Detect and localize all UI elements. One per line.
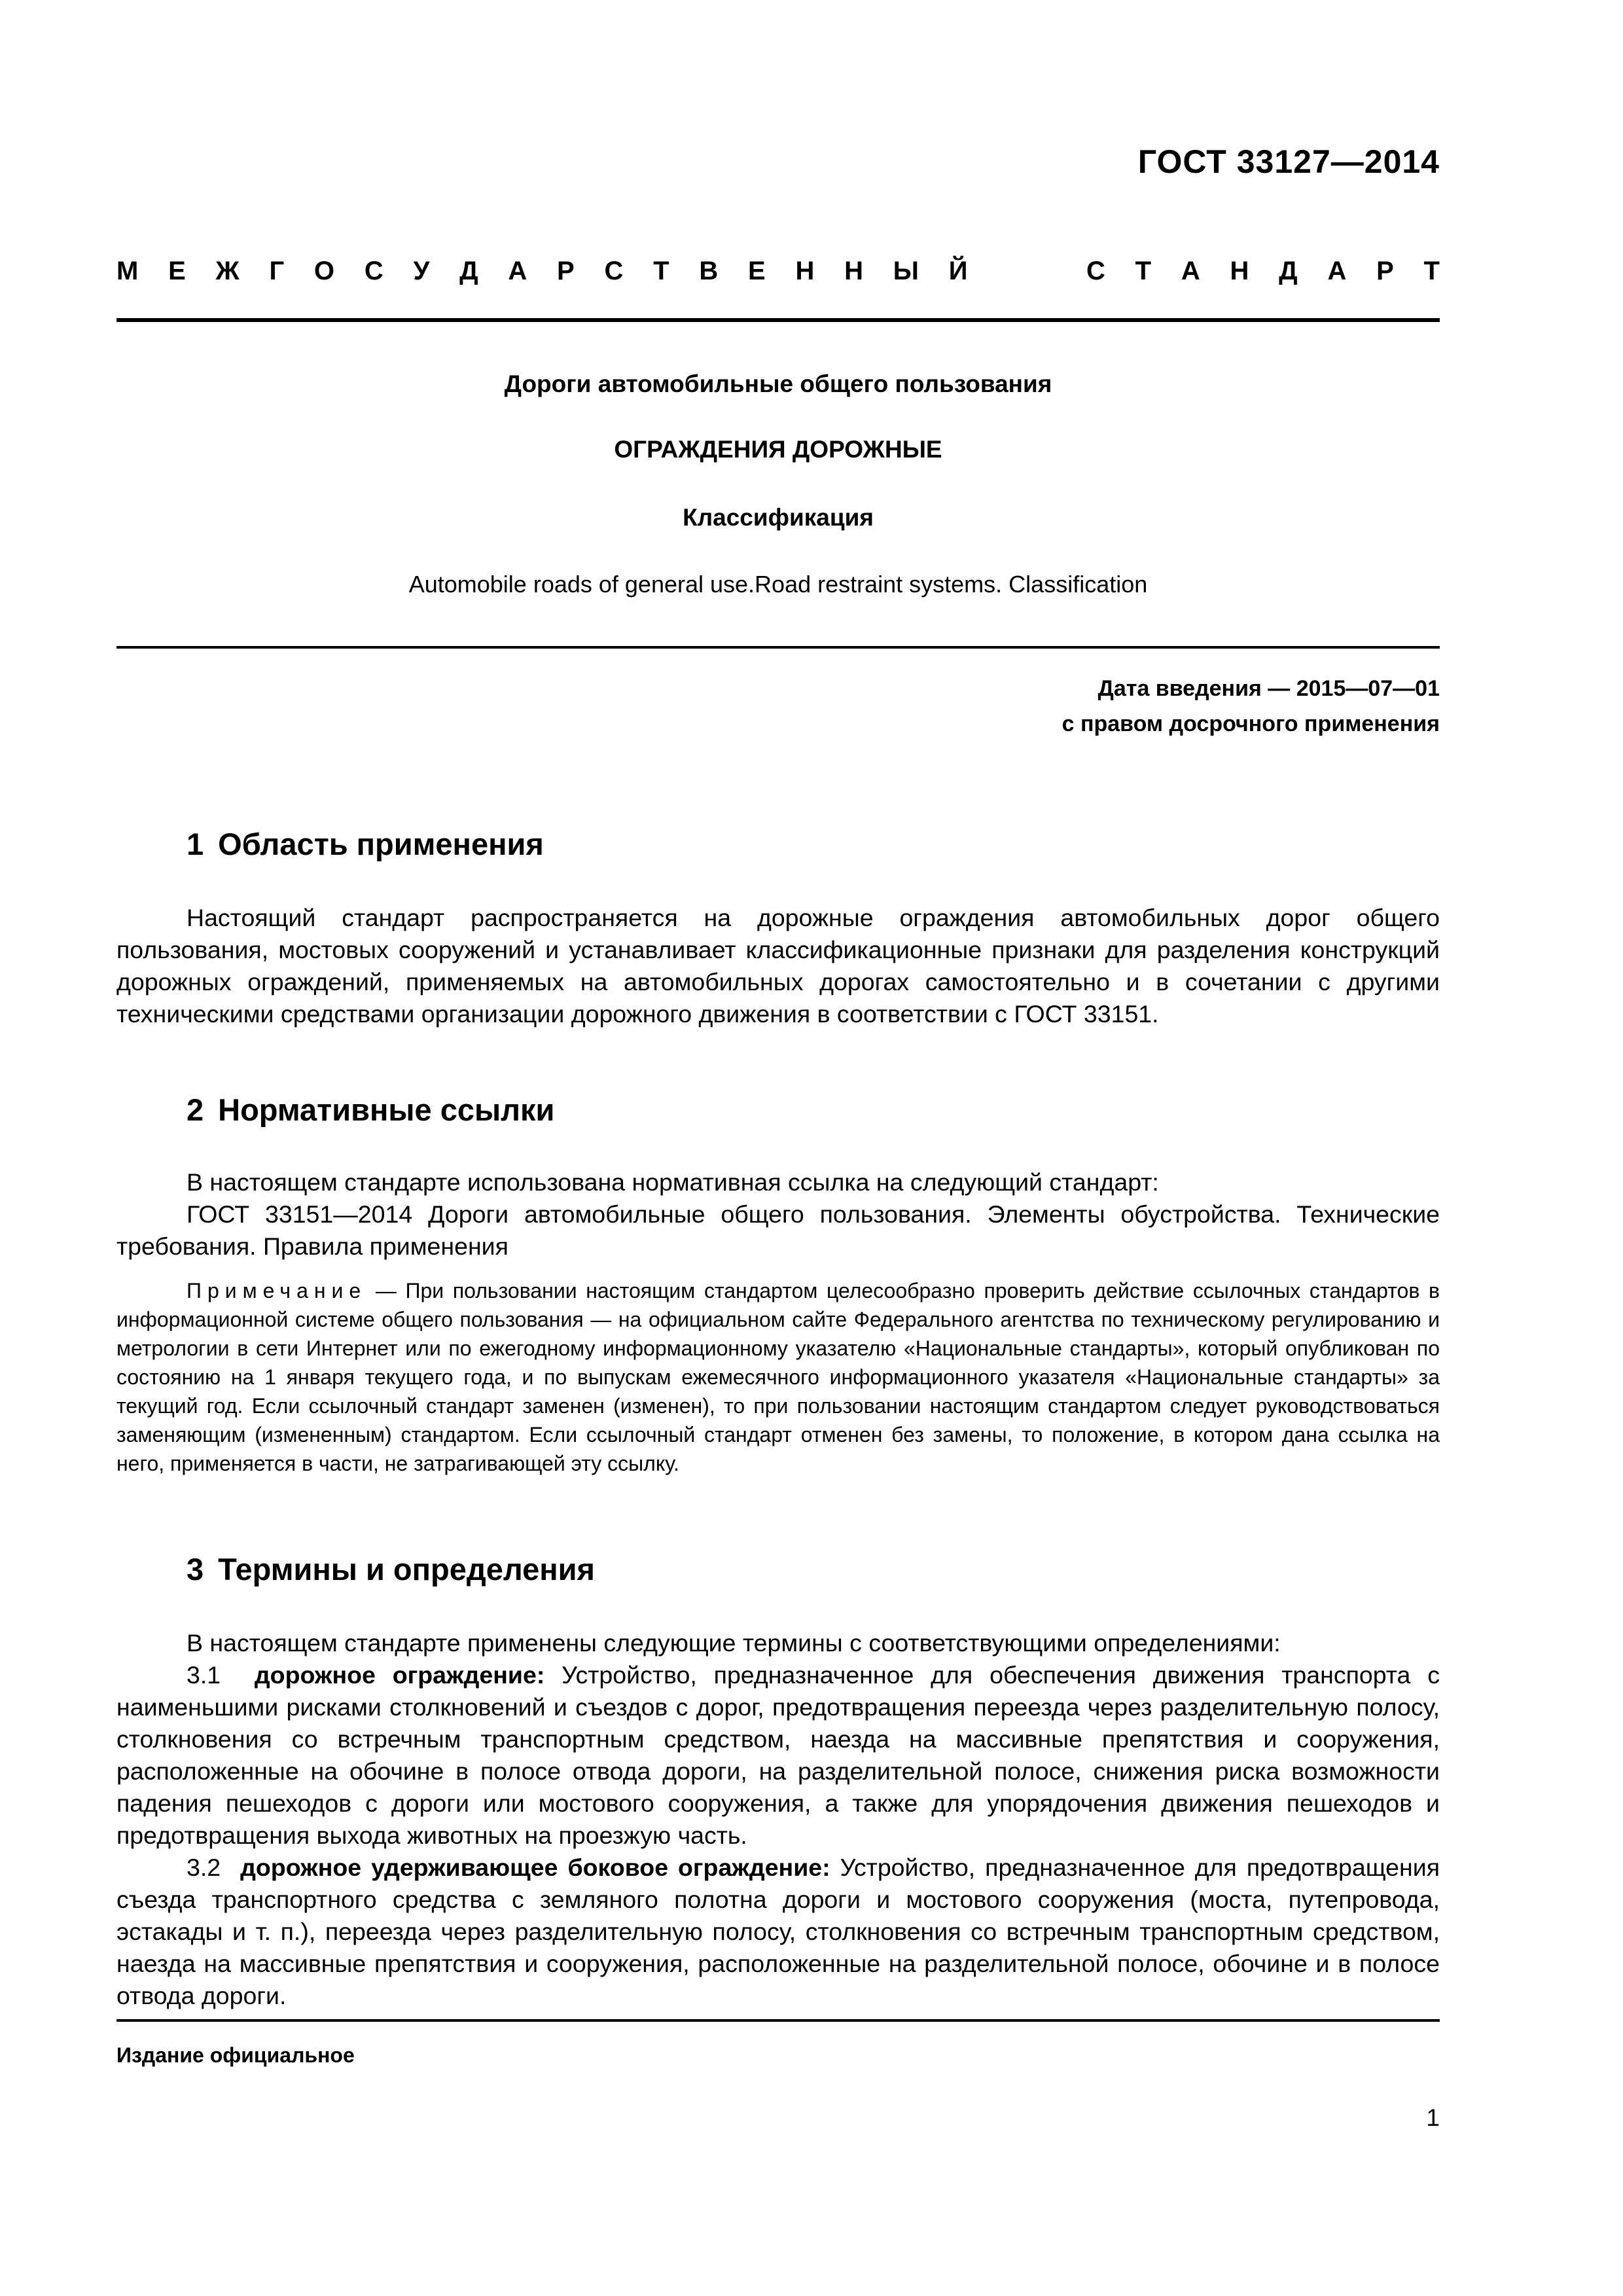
title-english: Automobile roads of general use.Road restraint systems. Classification [408,571,1148,598]
heading-letter: Й [948,257,968,285]
heading-letter: Г [269,257,285,285]
note-text: — При пользовании настоящим стандартом целесообразно проверить действие ссылочных стандартов в информационной системе общего пользования — на официальном сайте Федерального агентства по техническому регулированию и метрологии в сети Интернет или по ежегодному информационному указателю «Национальные стандарты», который опубликован по состоянию на 1 января текущего года, и по выпускам ежемесячного информационного указателя «Национальные стандарты» за текущий год. Если ссылочный стандарт заменен (изменен), то при пользовании настоящим стандартом следует руководствоваться заменяющим (измененным) стандартом. Если ссылочный стандарт отменен без замены, то положение, в котором дана ссылка на него, применяется в части, не затрагивающей эту ссылку. [116,1279,1440,1475]
heading-letter: Т [1423,257,1440,285]
note-label: Примечание [187,1279,367,1302]
early-application-line: с правом досрочного применения [1061,711,1440,736]
heading-letter: С [604,257,624,285]
heading-letter: Ы [893,257,919,285]
heading-letter: Д [459,257,478,285]
heading-letter: С [364,257,383,285]
paragraph-text: ГОСТ 33151—2014 Дороги автомобильные общего пользования. Элементы обустройства. Технические требования. Правила применения [116,1200,1440,1260]
term-definition: Устройство, предназначенное для предотвращения съезда транспортного средства с земляного полотна дороги и мостового сооружения (моста, путепровода, эстакады и т. п.), переезда через разделительную полосу, столкновения со встречным транспортным средством, наезда на массивные препятствия и сооружения, расположенные на разделительной полосе, обочине и в полосе отвода дороги. [116,1854,1440,2009]
heading-letter: Т [653,257,669,285]
heading-letter: Е [168,257,186,285]
heading-letter: Н [1230,257,1249,285]
heading-letter: С [1086,257,1105,285]
interstate-standard-heading [116,257,1440,286]
section-3-heading [187,1551,595,1587]
heading-letter: Н [795,257,815,285]
title-rule [116,646,1440,649]
term-3-1 [116,1659,1440,1852]
heading-letter: У [413,257,430,285]
term-number: 3.2 [187,1854,221,1881]
section-3-paragraph-1 [116,1627,1440,1659]
word-gap [997,257,1056,286]
section-1-paragraph [116,902,1440,1030]
heading-letter: Р [557,257,575,285]
section-number: 1 [187,827,204,861]
heading-letter: В [699,257,719,285]
paragraph-text: Настоящий стандарт распространяется на дорожные ограждения автомобильных дорог общего пользования, мостовых сооружений и устанавливает классификационные признаки для разделения конструкций дорожных ограждений, применяемых на автомобильных дорогах самостоятельно и в сочетании с другими техническими средствами организации дорожного движения в соответствии с ГОСТ 33151. [116,904,1440,1028]
term-number: 3.1 [187,1661,221,1689]
heading-letter: А [1327,257,1347,285]
title-line-3: Классификация [683,504,874,531]
paragraph-text: В настоящем стандарте использована нормативная ссылка на следующий стандарт: [187,1168,1159,1196]
title-line-1: Дороги автомобильные общего пользования [504,370,1052,397]
heading-letter: Д [1279,257,1298,285]
heading-letter: А [508,257,527,285]
heading-letter: М [116,257,139,285]
introduction-date-line: Дата введения — 2015—07—01 [1097,676,1440,701]
heading-letter: Ж [215,257,240,285]
section-2-heading [187,1092,554,1128]
paragraph-text: В настоящем стандарте применены следующие термины с соответствующими определениями: [187,1629,1281,1657]
heading-letter: Н [844,257,864,285]
section-2-note [116,1276,1440,1478]
section-number: 2 [187,1092,204,1127]
section-title: Область применения [218,827,544,861]
official-edition-label: Издание официальное [116,2043,355,2067]
footer-rule [116,2019,1440,2022]
section-1-heading [187,826,544,862]
heading-letter: О [313,257,335,285]
introduction-date [1062,671,1440,742]
term-definition: Устройство, предназначенное для обеспечения движения транспорта с наименьшими рисками столкновений и съездов с дорог, предотвращения переезда через разделительную полосу, столкновения со встречным транспортным средством, наезда на массивные препятствия и сооружения, расположенные на обочине в полосе отвода дороги, на разделительной полосе, снижения риска возможности падения пешеходов с дороги или мостового сооружения, а также для упорядочения движения пешеходов и предотвращения выхода животных на проезжую часть. [116,1661,1440,1849]
title-line-2: ОГРАЖДЕНИЯ ДОРОЖНЫЕ [614,436,942,463]
section-2-paragraph-1 [116,1166,1440,1198]
heading-letter: Р [1376,257,1394,285]
term-name: дорожное удерживающее боковое ограждение: [240,1854,830,1881]
page-number: 1 [1426,2104,1440,2131]
section-title: Термины и определения [218,1552,595,1587]
section-number: 3 [187,1552,204,1587]
section-title: Нормативные ссылки [218,1092,555,1127]
heading-letter: Т [1135,257,1152,285]
document-number: ГОСТ 33127—2014 [1137,143,1440,180]
term-name: дорожное ограждение: [254,1661,545,1689]
heading-letter: Е [748,257,766,285]
term-3-2 [116,1852,1440,2012]
heading-letter: А [1181,257,1200,285]
section-2-reference [116,1198,1440,1263]
header-rule [116,318,1440,322]
